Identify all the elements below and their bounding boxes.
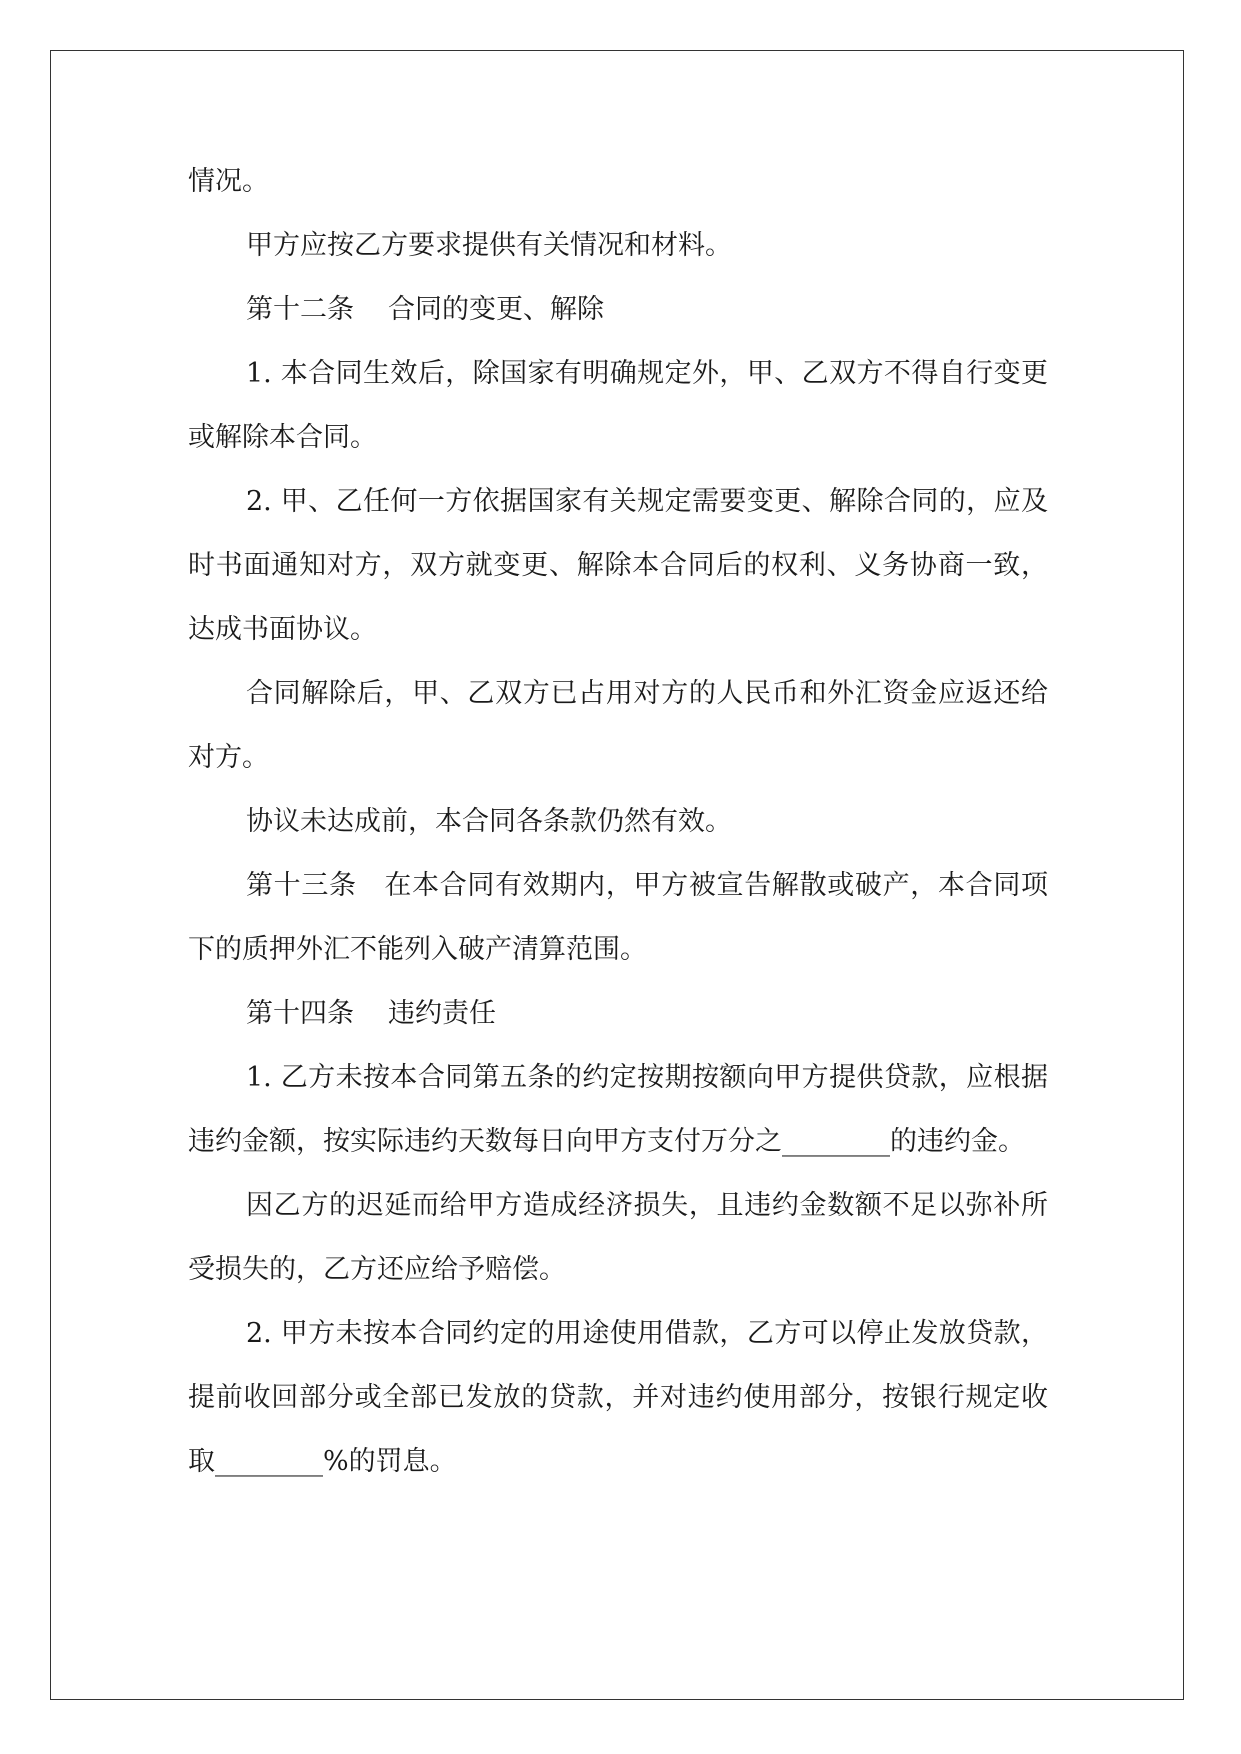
paragraph-terms-remain-valid: 协议未达成前，本合同各条款仍然有效。	[246, 806, 732, 837]
article-13-paragraph: 第十三条 在本合同有效期内，甲方被宣告解散或破产，本合同项下的质押外汇不能列入破产清算范围。	[188, 870, 1048, 965]
article-12-title: 合同的变更、解除	[388, 294, 604, 325]
paragraph-return-funds: 合同解除后，甲、乙双方已占用对方的人民币和外汇资金应返还给对方。	[188, 678, 1048, 773]
paragraph-borrower-misuse: 2. 甲方未按本合同约定的用途使用借款，乙方可以停止发放贷款，提前收回部分或全部已发放的贷款，并对违约使用部分，按银行规定收取________%的罚息。	[188, 1318, 1048, 1477]
article-14-title: 违约责任	[388, 998, 496, 1029]
article-14-number: 第十四条	[246, 998, 354, 1029]
paragraph-continuation: 情况。	[188, 166, 269, 197]
paragraph-no-unilateral-change: 1. 本合同生效后，除国家有明确规定外，甲、乙双方不得自行变更或解除本合同。	[188, 358, 1048, 453]
paragraph-change-notification: 2. 甲、乙任何一方依据国家有关规定需要变更、解除合同的，应及时书面通知对方，双方就变更、解除本合同后的权利、义务协商一致，达成书面协议。	[188, 486, 1048, 645]
article-14-heading	[188, 982, 1048, 1046]
paragraph-provide-materials: 甲方应按乙方要求提供有关情况和材料。	[246, 230, 732, 261]
paragraph-compensation: 因乙方的迟延而给甲方造成经济损失，且违约金数额不足以弥补所受损失的，乙方还应给予赔偿。	[188, 1190, 1048, 1285]
document-body	[188, 150, 1048, 1494]
article-12-heading	[188, 278, 1048, 342]
paragraph-lender-penalty: 1. 乙方未按本合同第五条的约定按期按额向甲方提供贷款，应根据违约金额，按实际违约天数每日向甲方支付万分之________的违约金。	[188, 1062, 1048, 1157]
article-12-number: 第十二条	[246, 294, 354, 325]
